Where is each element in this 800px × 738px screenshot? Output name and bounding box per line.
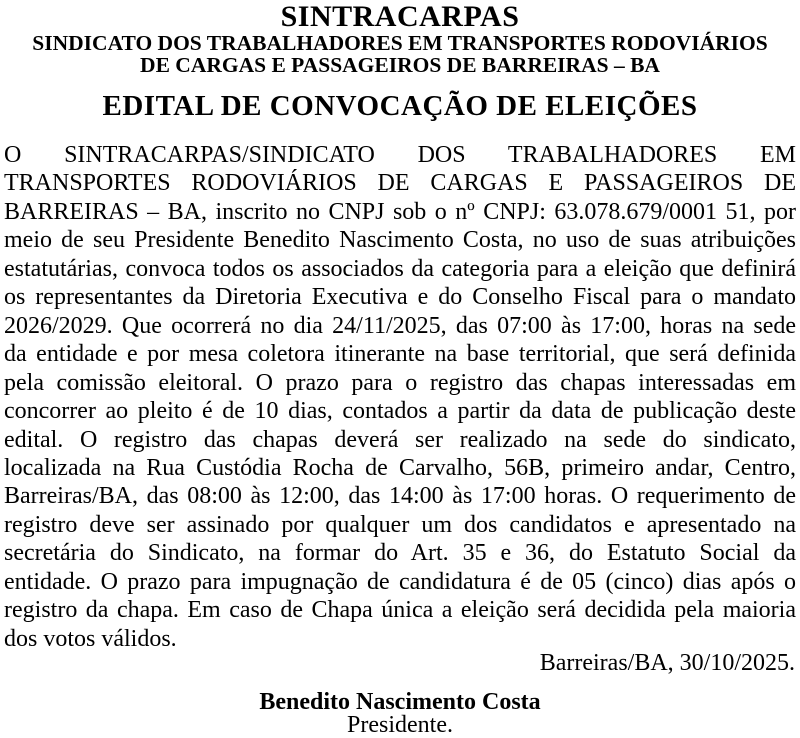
body-line: registro deve ser assinado por qualquer um dos candidatos e apresentado na xyxy=(4,511,796,538)
body-line: registro da chapa. Em caso de Chapa única a eleição será decidida pela maioria xyxy=(4,597,796,624)
org-subtitle-line-1: SINDICATO DOS TRABALHADORES EM TRANSPORTES RODOVIÁRIOS xyxy=(32,31,768,55)
body-line: meio de seu Presidente Benedito Nascimento Costa, no uso de suas atribuições xyxy=(4,227,796,254)
body-line: localizada na Rua Custódia Rocha de Carvalho, 56B, primeiro andar, Centro, xyxy=(4,454,796,481)
body-line: pela comissão eleitoral. O prazo para o registro das chapas interessadas em xyxy=(4,369,796,396)
dateline: Barreiras/BA, 30/10/2025. xyxy=(539,650,795,677)
body-line: O SINTRACARPAS/SINDICATO DOS TRABALHADORES EM xyxy=(4,142,796,168)
signature-name: Benedito Nascimento Costa xyxy=(259,688,541,715)
body-line: entidade. O prazo para impugnação de candidatura é de 05 (cinco) dias após o xyxy=(4,568,796,595)
edital-body xyxy=(4,141,796,653)
signature-role: Presidente. xyxy=(347,711,453,738)
body-line: Barreiras/BA, das 08:00 às 12:00, das 14:00 às 17:00 horas. O requerimento de xyxy=(4,483,796,510)
body-line: dos votos válidos. xyxy=(4,625,177,652)
body-line: BARREIRAS – BA, inscrito no CNPJ sob o nº CNPJ: 63.078.679/0001 51, por xyxy=(4,198,796,225)
body-line: 2026/2029. Que ocorrerá no dia 24/11/2025, das 07:00 às 17:00, horas na sede xyxy=(4,312,796,339)
org-subtitle-line-2: DE CARGAS E PASSAGEIROS DE BARREIRAS – BA xyxy=(140,53,660,77)
body-line: TRANSPORTES RODOVIÁRIOS DE CARGAS E PASSAGEIROS DE xyxy=(4,170,796,197)
org-name: SINTRACARPAS xyxy=(280,0,520,33)
edital-title: EDITAL DE CONVOCAÇÃO DE ELEIÇÕES xyxy=(102,90,698,122)
body-line: concorrer ao pleito é de 10 dias, contados a partir da data de publicação deste xyxy=(4,398,796,425)
body-line: edital. O registro das chapas deverá ser realizado na sede do sindicato, xyxy=(4,426,796,453)
body-line: secretária do Sindicato, na formar do Art. 35 e 36, do Estatuto Social da xyxy=(4,540,796,567)
body-line: os representantes da Diretoria Executiva e do Conselho Fiscal para o mandato xyxy=(4,284,796,311)
body-line: da entidade e por mesa coletora itinerante na base territorial, que será definida xyxy=(4,341,796,368)
signature-block xyxy=(0,688,800,738)
body-line: estatutárias, convoca todos os associados da categoria para a eleição que definirá xyxy=(4,255,796,282)
